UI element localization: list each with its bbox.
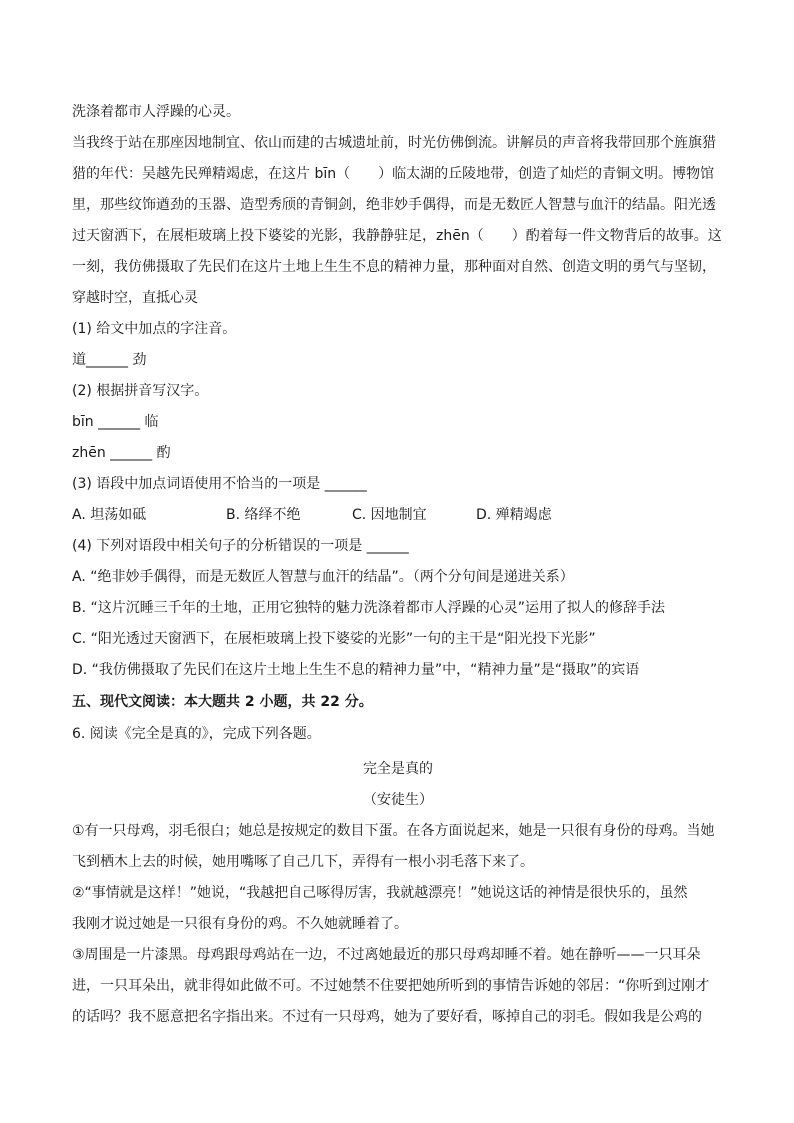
answer-blank-bin: bīn ______ 临 <box>72 414 159 430</box>
passage-line: 过天窗洒下，在展柜玻璃上投下婆娑的光影，我静静驻足，zhēn（ ）酌着每一件文物背后的故事。这 <box>72 228 722 244</box>
passage-line: 一刻，我仿佛摄取了先民们在这片土地上生生不息的精神力量，那种面对自然、创造文明的勇气与坚韧， <box>72 259 716 275</box>
story-line: 的话吗？我不愿意把名字指出来。不过有一只母鸡，她为了要好看，啄掉自己的羽毛。假如我是公鸡的 <box>72 1009 702 1025</box>
option-q3-c: C. 因地制宜 <box>352 507 427 523</box>
answer-blank-1: 道______ 劲 <box>72 352 147 368</box>
option-q4-d: D. “我仿佛摄取了先民们在这片土地上生生不息的精神力量”中，“精神力量”是“摄取”的宾语 <box>72 662 640 678</box>
option-q4-b: B. “这片沉睡三千年的土地，正用它独特的魅力洗涤着都市人浮躁的心灵”运用了拟人的修辞手法 <box>72 600 666 616</box>
question-6: 6. 阅读《完全是真的》，完成下列各题。 <box>72 726 321 742</box>
story-author: （安徒生） <box>363 792 433 808</box>
question-4: (4) 下列对语段中相关句子的分析错误的一项是 ______ <box>72 538 409 554</box>
question-3: (3) 语段中加点词语使用不恰当的一项是 ______ <box>72 476 367 492</box>
story-title: 完全是真的 <box>363 761 433 777</box>
question-2: (2) 根据拼音写汉字。 <box>72 383 209 399</box>
section-heading: 五、现代文阅读：本大题共 2 小题，共 22 分。 <box>72 694 373 710</box>
story-line: 进，一只耳朵出，就非得如此做不可。不过她禁不住要把她所听到的事情告诉她的邻居：“你听到过刚才 <box>72 978 710 994</box>
passage-line: 猎的年代：吴越先民殚精竭虑，在这片 bīn（ ）临太湖的丘陵地带，创造了灿烂的青铜文明。博物馆 <box>72 166 715 182</box>
passage-line: 穿越时空，直抵心灵 <box>72 290 198 306</box>
story-line: ①有一只母鸡，羽毛很白；她总是按规定的数目下蛋。在各方面说起来，她是一只很有身份的母鸡。当她 <box>72 823 715 839</box>
passage-line: 里，那些纹饰遒劲的玉器、造型秀颀的青铜剑，绝非妙手偶得，而是无数匠人智慧与血汗的结晶。阳光透 <box>72 197 716 213</box>
option-q3-d: D. 殚精竭虑 <box>476 507 552 523</box>
story-line: ③周围是一片漆黑。母鸡跟母鸡站在一边，不过离她最近的那只母鸡却睡不着。她在静听——一只耳朵 <box>72 947 701 963</box>
question-1: (1) 给文中加点的字注音。 <box>72 321 237 337</box>
story-line: 我刚才说过她是一只很有身份的鸡。不久她就睡着了。 <box>72 916 408 932</box>
story-line: ②“事情就是这样！”她说，“我越把自己啄得厉害，我就越漂亮！”她说这话的神情是很快乐的，虽然 <box>72 885 688 901</box>
option-q3-b: B. 络绎不绝 <box>226 507 301 523</box>
answer-blank-zhen: zhēn ______ 酌 <box>72 445 171 461</box>
option-q4-c: C. “阳光透过天窗洒下，在展柜玻璃上投下婆娑的光影”一句的主干是“阳光投下光影” <box>72 631 596 647</box>
passage-line: 洗涤着都市人浮躁的心灵。 <box>72 104 240 120</box>
story-line: 飞到栖木上去的时候，她用嘴啄了自己几下，弄得有一根小羽毛落下来了。 <box>72 854 534 870</box>
option-q3-a: A. 坦荡如砥 <box>72 507 147 523</box>
option-q4-a: A. “绝非妙手偶得，而是无数匠人智慧与血汗的结晶”。（两个分句间是递进关系） <box>72 569 574 585</box>
passage-line: 当我终于站在那座因地制宜、依山而建的古城遗址前，时光仿佛倒流。讲解员的声音将我带回那个旌旗猎 <box>72 135 716 151</box>
